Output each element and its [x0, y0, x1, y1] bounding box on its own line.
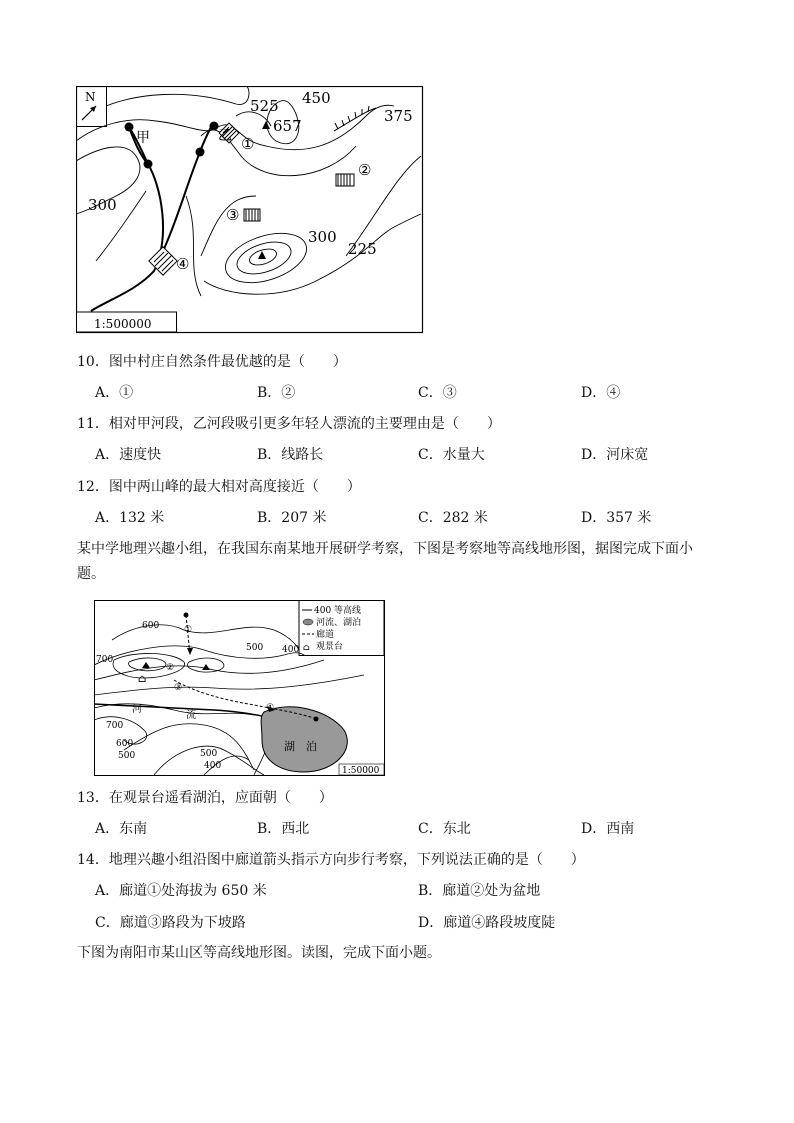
option-12b[interactable]: B．207 米 — [257, 510, 327, 526]
svg-text:600: 600 — [116, 739, 134, 749]
option-13a[interactable]: A．东南 — [95, 821, 148, 837]
question-14: 14．地理兴趣小组沿图中廊道箭头指示方向步行考察，下列说法正确的是（ ） — [77, 852, 585, 868]
svg-text:657: 657 — [273, 117, 302, 135]
svg-text:375: 375 — [384, 107, 413, 125]
svg-text:②: ② — [166, 663, 175, 673]
option-11c[interactable]: C．水量大 — [418, 447, 485, 463]
svg-text:流: 流 — [186, 710, 196, 721]
svg-text:②: ② — [358, 161, 372, 179]
svg-text:③: ③ — [226, 206, 240, 224]
option-10d[interactable]: D．④ — [581, 385, 621, 401]
svg-text:700: 700 — [96, 655, 114, 665]
question-10: 10．图中村庄自然条件最优越的是（ ） — [77, 354, 347, 370]
svg-text:300: 300 — [88, 196, 117, 214]
label-yi: 乙 — [218, 128, 232, 144]
north-label: N — [85, 90, 96, 104]
svg-text:观景台: 观景台 — [316, 642, 344, 652]
option-13c[interactable]: C．东北 — [418, 821, 471, 837]
pavilion-icon: ⌂ — [303, 643, 310, 653]
intro-paragraph-3: 下图为南阳市某山区等高线地形图。读图，完成下面小题。 — [77, 945, 441, 961]
legend — [299, 601, 384, 656]
option-11b[interactable]: B．线路长 — [257, 447, 324, 463]
svg-text:300: 300 — [308, 228, 337, 246]
svg-text:湖 泊: 湖 泊 — [284, 740, 317, 753]
svg-text:500: 500 — [246, 643, 264, 653]
viewing-platform-icon: ⌂ — [138, 672, 147, 685]
option-12a[interactable]: A．132 米 — [95, 510, 165, 526]
svg-text:④: ④ — [176, 255, 190, 273]
svg-text:700: 700 — [106, 721, 124, 731]
svg-text:廊道: 廊道 — [316, 630, 335, 640]
option-11a[interactable]: A．速度快 — [95, 447, 162, 463]
svg-text:400: 400 — [282, 645, 300, 655]
question-13: 13．在观景台遥看湖泊，应面朝（ ） — [77, 790, 333, 806]
option-10a[interactable]: A．① — [95, 385, 134, 401]
option-14a[interactable]: A．廊道①处海拔为 650 米 — [95, 883, 267, 899]
svg-text:③: ③ — [174, 683, 183, 693]
contour-map-1 — [76, 86, 424, 335]
option-14b[interactable]: B．廊道②处为盆地 — [418, 883, 541, 899]
svg-text:525: 525 — [250, 97, 279, 115]
svg-text:500: 500 — [200, 749, 218, 759]
question-11: 11．相对甲河段，乙河段吸引更多年轻人漂流的主要理由是（ ） — [77, 416, 501, 432]
svg-text:①: ① — [241, 135, 255, 153]
svg-text:1:50000: 1:50000 — [342, 766, 380, 776]
label-jia: 甲 — [136, 130, 150, 146]
option-10c[interactable]: C．③ — [418, 385, 457, 401]
svg-text:450: 450 — [302, 89, 331, 107]
svg-text:600: 600 — [142, 621, 160, 631]
option-10b[interactable]: B．② — [257, 385, 296, 401]
svg-text:④: ④ — [266, 703, 275, 713]
option-14d[interactable]: D．廊道④路段坡度陡 — [418, 915, 556, 931]
scale-label: 1:500000 — [94, 317, 152, 331]
svg-text:400: 400 — [204, 761, 222, 771]
question-12: 12．图中两山峰的最大相对高度接近（ ） — [77, 479, 361, 495]
svg-text:225: 225 — [348, 240, 377, 258]
svg-text:①: ① — [184, 625, 193, 635]
intro-paragraph-2: 某中学地理兴趣小组，在我国东南某地开展研学考察，下图是考察地等高线地形图，据图完成下面小题。 — [77, 541, 693, 582]
svg-text:河: 河 — [132, 704, 142, 715]
option-12d[interactable]: D．357 米 — [581, 510, 652, 526]
contour-map-2 — [94, 600, 386, 778]
svg-text:河流、湖泊: 河流、湖泊 — [316, 618, 362, 628]
option-13b[interactable]: B．西北 — [257, 821, 310, 837]
option-11d[interactable]: D．河床宽 — [581, 447, 649, 463]
option-14c[interactable]: C．廊道③路段为下坡路 — [95, 915, 246, 931]
option-13d[interactable]: D．西南 — [581, 821, 635, 837]
option-12c[interactable]: C．282 米 — [418, 510, 488, 526]
svg-text:400 等高线: 400 等高线 — [314, 606, 362, 616]
svg-text:500: 500 — [118, 751, 136, 761]
